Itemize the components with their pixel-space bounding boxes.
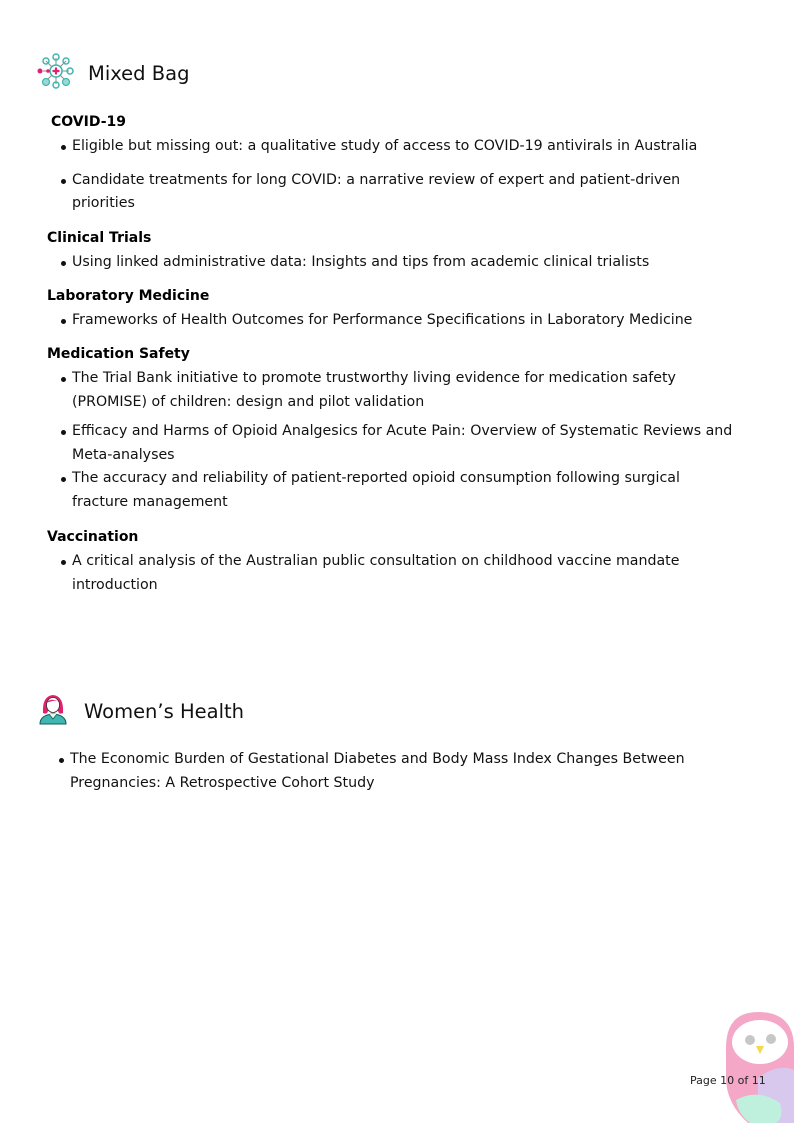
category-vaccination: Vaccination xyxy=(47,529,139,545)
mixed-bag-header xyxy=(36,53,189,93)
medication-safety-list xyxy=(47,367,757,514)
laboratory-medicine-list xyxy=(47,309,747,333)
owl-logo xyxy=(718,1008,794,1127)
list-item: Efficacy and Harms of Opioid Analgesics for Acute Pain: Overview of Systematic Reviews and Meta-analyses xyxy=(47,420,757,467)
network-icon xyxy=(36,53,76,93)
list-item: The Trial Bank initiative to promote trustworthy living evidence for medication safety (PROMISE) of children: design and pilot validation xyxy=(47,367,757,414)
category-laboratory-medicine: Laboratory Medicine xyxy=(47,288,210,304)
list-item: The accuracy and reliability of patient-reported opioid consumption following surgical fracture management xyxy=(47,467,757,514)
category-medication-safety: Medication Safety xyxy=(47,346,190,362)
mixed-bag-title: Mixed Bag xyxy=(88,61,190,85)
list-item: Candidate treatments for long COVID: a narrative review of expert and patient-driven priorities xyxy=(47,169,737,216)
womens-health-list xyxy=(45,748,725,795)
list-item: The Economic Burden of Gestational Diabetes and Body Mass Index Changes Between Pregnancies: A Retrospective Cohort Study xyxy=(45,748,725,795)
vaccination-list xyxy=(47,550,727,597)
womens-health-header xyxy=(38,693,244,729)
list-item: A critical analysis of the Australian public consultation on childhood vaccine mandate introduction xyxy=(47,550,727,597)
woman-icon xyxy=(38,693,68,729)
list-item: Eligible but missing out: a qualitative study of access to COVID-19 antivirals in Australia xyxy=(47,135,737,159)
clinical-trials-list xyxy=(47,251,737,275)
category-covid19: COVID-19 xyxy=(51,114,127,130)
list-item: Using linked administrative data: Insights and tips from academic clinical trialists xyxy=(47,251,737,275)
list-item: Frameworks of Health Outcomes for Performance Specifications in Laboratory Medicine xyxy=(47,309,747,333)
page-number: Page 10 of 11 xyxy=(690,1074,766,1087)
covid19-list xyxy=(47,135,737,216)
womens-health-title: Women’s Health xyxy=(84,699,245,723)
category-clinical-trials: Clinical Trials xyxy=(47,230,152,246)
